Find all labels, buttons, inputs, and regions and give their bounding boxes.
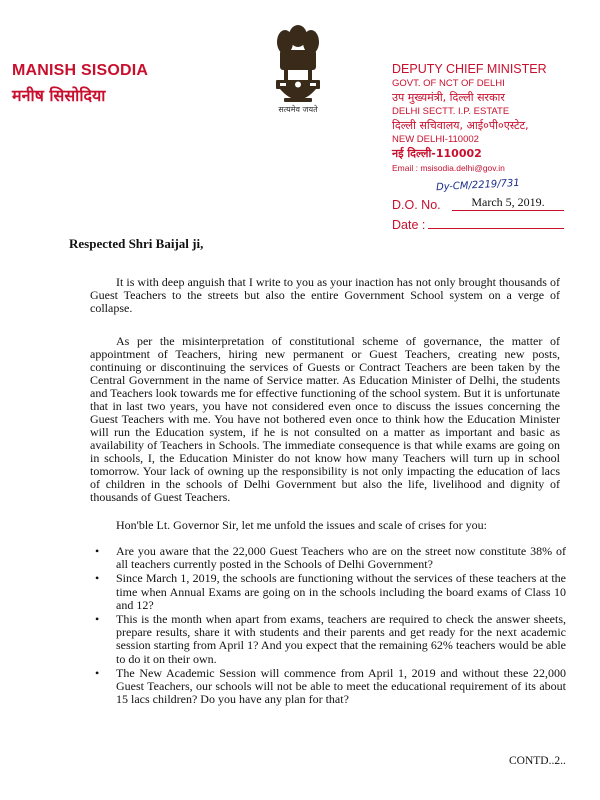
bullet-icon: • xyxy=(95,544,100,558)
office-city: NEW DELHI-110002 xyxy=(392,134,479,145)
sender-name-hindi: मनीष सिसोदिया xyxy=(12,86,106,105)
office-sectt-hindi: दिल्ली सचिवालय, आई०पी०एस्टेट, xyxy=(392,119,529,132)
paragraph-2-text: As per the misinterpretation of constitutional scheme of governance, the matter of appointment of Teachers, hiring new permanent or Guest Teachers, creating new posts, continuing or discontinuing the services of Guests or Contract Teachers are been taken by the Central Government in the name of Service matter. As Education Minister of Delhi, the students and Teachers look towards me for effective functioning of the school system. But it is unfortunate that in last two years, you have not considered even once to discuss the issues concerning the Guest Teachers with me. You have not bothered even once to think how the Education Minister will run the Education system, if he is not consulted on a matter as important and basic as availability of Teachers in Schools. The immediate consequence is that while exams are going on in schools, I, the Education Minister do not know how many Teachers will turn up in school tomorrow. Your lack of owning up the responsibility is not only impacting the education of lacs of children in the schools of Delhi Government but also the life, livelihood and dignity of thousands of Guest Teachers. xyxy=(90,334,560,504)
crisis-list xyxy=(90,545,566,706)
do-value: March 5, 2019. xyxy=(452,195,564,211)
do-number-row xyxy=(392,195,572,212)
paragraph-3-text: Hon'ble Lt. Governor Sir, let me unfold the issues and scale of crises for you: xyxy=(116,518,487,532)
continued-marker: CONTD..2.. xyxy=(509,755,566,767)
office-email: Email : msisodia.delhi@gov.in xyxy=(392,163,505,173)
handwritten-reference: Dy-CM/2219/731 xyxy=(435,177,520,194)
list-item: • Since March 1, 2019, the schools are functioning without the services of these teachers at the time when Annual Exams are going on in the schools including the board exams of Class 10 and 12? xyxy=(95,571,566,612)
paragraph-1 xyxy=(90,276,560,315)
office-city-hindi: नई दिल्ली-110002 xyxy=(392,147,482,160)
bullet-icon: • xyxy=(95,571,100,586)
list-item: • The New Academic Session will commence from April 1, 2019 and without these 22,000 Guest Teachers, our schools will not be able to meet the educational requirement of its about 15 lacs children? Do you have any plan for that? xyxy=(95,665,566,707)
date-label: Date : xyxy=(392,218,426,232)
list-item: • This is the month when apart from exams, teachers are required to check the answer sheets, prepare results, share it with students and their parents and get ready for the next academic session starting from April 1? And you expect that the remaining 62% teachers would be able to do it on their own. xyxy=(95,612,566,666)
office-title-hindi: उप मुख्यमंत्री, दिल्ली सरकार xyxy=(392,91,505,104)
paragraph-1-text: It is with deep anguish that I write to you as your inaction has not only brought thousands of Guest Teachers to the streets but also the entire Government School system on a verge of collapse. xyxy=(90,275,560,315)
date-row xyxy=(392,218,572,232)
emblem-motto: सत्यमेव जयते xyxy=(278,105,318,114)
paragraph-3 xyxy=(90,519,560,532)
paragraph-2 xyxy=(90,335,560,504)
date-value xyxy=(428,228,564,229)
list-item: • Are you aware that the 22,000 Guest Teachers who are on the street now constitute 38% of all teachers currently posted in the Schools of Delhi Government? xyxy=(95,544,566,572)
sender-name: MANISH SISODIA xyxy=(12,62,149,79)
office-sectt: DELHI SECTT. I.P. ESTATE xyxy=(392,106,510,117)
do-label: D.O. No. xyxy=(392,198,441,212)
bullet-icon: • xyxy=(95,665,100,680)
office-govt: GOVT. OF NCT OF DELHI xyxy=(392,78,505,89)
salutation: Respected Shri Baijal ji, xyxy=(69,236,204,251)
bullet-icon: • xyxy=(95,612,100,627)
office-title: DEPUTY CHIEF MINISTER xyxy=(392,62,547,76)
office-address xyxy=(392,62,547,174)
